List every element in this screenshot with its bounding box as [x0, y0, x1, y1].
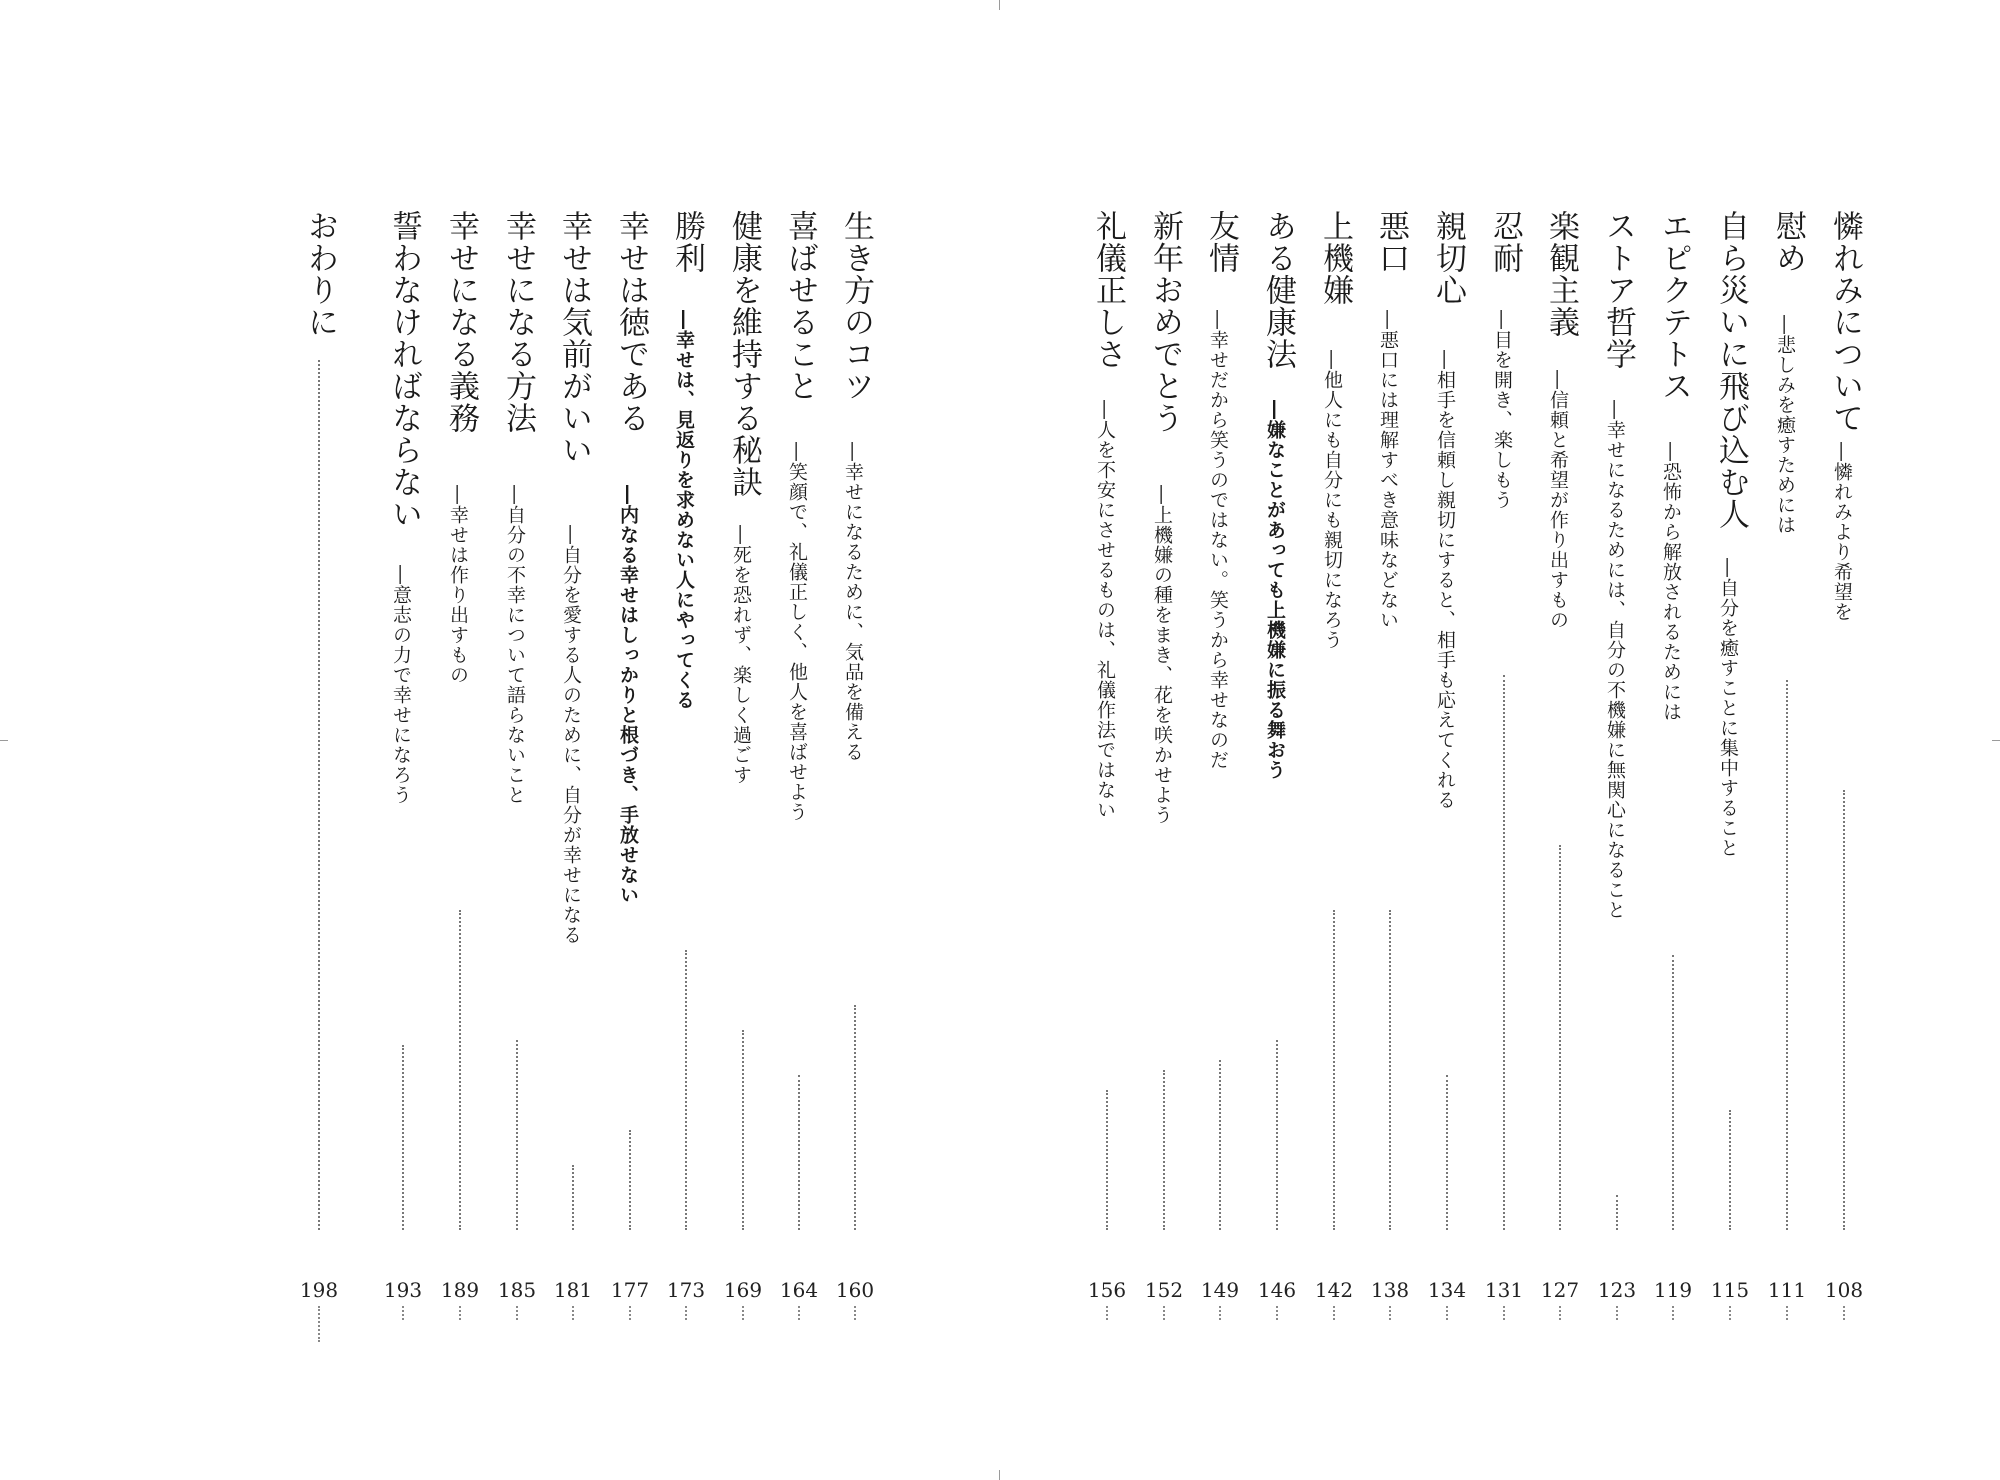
toc-title: 勝利 — [669, 210, 705, 274]
leader-dots — [572, 1165, 574, 1230]
toc-entry[interactable] — [1137, 210, 1191, 1300]
toc-entry[interactable] — [546, 210, 600, 1300]
leader-dots-end — [1729, 1306, 1731, 1320]
toc-title: 友情 — [1203, 210, 1239, 274]
leader-dots-end — [516, 1306, 518, 1320]
leader-dots — [742, 1030, 744, 1230]
leader-dots-end — [1446, 1306, 1448, 1320]
toc-entry[interactable] — [828, 210, 882, 1300]
toc-title: 礼儀正しさ — [1090, 210, 1126, 370]
toc-page-number: 164 — [779, 1278, 819, 1302]
toc-entry[interactable] — [1420, 210, 1474, 1300]
leader-dots — [318, 360, 320, 1230]
leader-dots — [1616, 1195, 1618, 1230]
crop-mark-bottom-center — [999, 1470, 1000, 1480]
toc-entry[interactable] — [490, 210, 544, 1300]
toc-subtitle: ―信頼と希望が作り出すもの — [1547, 370, 1569, 630]
toc-page-number: 193 — [383, 1278, 423, 1302]
toc-title: 幸せになる方法 — [500, 210, 536, 434]
leader-dots — [1729, 1110, 1731, 1230]
toc-title: ストア哲学 — [1600, 210, 1636, 370]
leader-dots — [1276, 1040, 1278, 1230]
leader-dots — [1106, 1090, 1108, 1230]
toc-page-number: 149 — [1200, 1278, 1240, 1302]
toc-page-number: 142 — [1314, 1278, 1354, 1302]
toc-subtitle: ―幸せになるために、気品を備える — [842, 442, 864, 762]
toc-subtitle: ―恐怖から解放されるためには — [1660, 442, 1682, 722]
toc-title: 幸せは徳である — [613, 210, 649, 434]
toc-subtitle: ―相手を信頼し親切にすると、相手も応えてくれる — [1434, 350, 1456, 810]
toc-page-number: 115 — [1710, 1278, 1750, 1302]
leader-dots-end — [685, 1306, 687, 1320]
leader-dots — [459, 910, 461, 1230]
toc-entry[interactable] — [1703, 210, 1757, 1300]
toc-entry[interactable] — [1533, 210, 1587, 1300]
toc-title: 上機嫌 — [1317, 210, 1353, 306]
toc-subtitle: ―幸せは、見返りを求めない人にやってくる — [673, 310, 695, 710]
toc-page-number: 111 — [1767, 1278, 1807, 1302]
toc-entry[interactable] — [1363, 210, 1417, 1300]
toc-entry[interactable] — [1817, 210, 1871, 1300]
toc-subtitle: ―悲しみを癒すためには — [1774, 315, 1796, 535]
toc-title: 新年おめでとう — [1147, 210, 1183, 434]
leader-dots — [798, 1075, 800, 1230]
toc-entry[interactable] — [1646, 210, 1700, 1300]
leader-dots-end — [854, 1306, 856, 1320]
toc-title: 自ら災いに飛び込む人 — [1713, 210, 1749, 530]
toc-entry[interactable] — [1760, 210, 1814, 1300]
toc-title: 忍耐 — [1487, 210, 1523, 274]
toc-title: 幸せになる義務 — [443, 210, 479, 434]
toc-title: 慰め — [1770, 210, 1806, 274]
toc-title: 誓わなければならない — [386, 210, 422, 530]
leader-dots-end — [1503, 1306, 1505, 1320]
leader-dots-end — [1843, 1306, 1845, 1320]
leader-dots — [1163, 1070, 1165, 1230]
leader-dots-end — [1786, 1306, 1788, 1320]
toc-title: ある健康法 — [1260, 210, 1296, 370]
toc-page-number: 146 — [1257, 1278, 1297, 1302]
leader-dots — [1219, 1060, 1221, 1230]
toc-subtitle: ―内なる幸せはしっかりと根づき、手放せない — [617, 485, 639, 905]
toc-entry[interactable] — [1250, 210, 1304, 1300]
toc-subtitle: ―憐れみより希望を — [1831, 442, 1853, 622]
leader-dots-end — [1559, 1306, 1561, 1320]
leader-dots — [1446, 1075, 1448, 1230]
toc-entry[interactable] — [772, 210, 826, 1300]
toc-subtitle: ―笑顔で、礼儀正しく、他人を喜ばせよう — [786, 442, 808, 822]
leader-dots-end — [798, 1306, 800, 1320]
toc-subtitle: ―幸せになるためには、自分の不機嫌に無関心になること — [1604, 400, 1626, 920]
toc-page-number: 127 — [1540, 1278, 1580, 1302]
leader-dots-end — [1276, 1306, 1278, 1320]
toc-page-number: 189 — [440, 1278, 480, 1302]
toc-page-number: 185 — [497, 1278, 537, 1302]
toc-page-number: 156 — [1087, 1278, 1127, 1302]
toc-title: 楽観主義 — [1543, 210, 1579, 338]
toc-entry[interactable] — [1590, 210, 1644, 1300]
toc-title: 生き方のコツ — [838, 210, 874, 402]
toc-page-number: 138 — [1370, 1278, 1410, 1302]
toc-entry[interactable] — [433, 210, 487, 1300]
toc-entry[interactable] — [603, 210, 657, 1300]
toc-title: 幸せは気前がいい — [556, 210, 592, 466]
toc-entry[interactable] — [659, 210, 713, 1300]
toc-subtitle: ―上機嫌の種をまき、花を咲かせよう — [1151, 485, 1173, 825]
toc-title: 悪口 — [1373, 210, 1409, 274]
toc-title: エピクテトス — [1656, 210, 1692, 402]
toc-title: 親切心 — [1430, 210, 1466, 306]
leader-dots-end — [572, 1306, 574, 1320]
toc-page-number: 108 — [1824, 1278, 1864, 1302]
leader-dots — [854, 1005, 856, 1230]
toc-entry[interactable] — [1193, 210, 1247, 1300]
leader-dots — [1333, 910, 1335, 1230]
leader-dots-end — [742, 1306, 744, 1320]
toc-entry[interactable] — [1477, 210, 1531, 1300]
leader-dots-end — [402, 1306, 404, 1320]
toc-subtitle: ―意志の力で幸せになろう — [390, 565, 412, 805]
leader-dots-end — [1616, 1306, 1618, 1320]
toc-title: おわりに — [302, 210, 338, 338]
leader-dots — [402, 1045, 404, 1230]
toc-page-number: 181 — [553, 1278, 593, 1302]
leader-dots — [1672, 955, 1674, 1230]
toc-subtitle: ―自分の不幸について語らないこと — [504, 485, 526, 805]
toc-page-number: 173 — [666, 1278, 706, 1302]
leader-dots — [1389, 910, 1391, 1230]
toc-subtitle: ―幸せだから笑うのではない。笑うから幸せなのだ — [1207, 310, 1229, 770]
toc-page-number: 123 — [1597, 1278, 1637, 1302]
toc-subtitle: ―悪口には理解すべき意味などない — [1377, 310, 1399, 630]
crop-mark-left-middle — [0, 740, 8, 741]
toc-title: 憐れみについて — [1827, 210, 1863, 434]
toc-page-number: 160 — [835, 1278, 875, 1302]
toc-subtitle: ―人を不安にさせるものは、礼儀作法ではない — [1094, 400, 1116, 820]
toc-subtitle: ―嫌なことがあっても上機嫌に振る舞おう — [1264, 400, 1286, 780]
toc-page-number: 152 — [1144, 1278, 1184, 1302]
toc-subtitle: ―目を開き、楽しもう — [1491, 310, 1513, 510]
leader-dots — [1786, 680, 1788, 1230]
leader-dots — [1843, 790, 1845, 1230]
toc-page-number: 177 — [610, 1278, 650, 1302]
toc-entry[interactable] — [1080, 210, 1134, 1300]
toc-title: 喜ばせること — [782, 210, 818, 402]
toc-entry[interactable] — [716, 210, 770, 1300]
toc-page-number: 198 — [299, 1278, 339, 1302]
leader-dots-end — [1333, 1306, 1335, 1320]
leader-dots-end — [1672, 1306, 1674, 1320]
leader-dots-end — [1163, 1306, 1165, 1320]
leader-dots-end — [459, 1306, 461, 1320]
leader-dots — [685, 950, 687, 1230]
toc-page-number: 134 — [1427, 1278, 1467, 1302]
leader-dots-end — [1219, 1306, 1221, 1320]
toc-subtitle: ―死を恐れず、楽しく過ごす — [730, 525, 752, 785]
toc-entry[interactable] — [376, 210, 430, 1300]
leader-dots-end — [1389, 1306, 1391, 1320]
toc-subtitle: ―幸せは作り出すもの — [447, 485, 469, 685]
leader-dots-end — [1106, 1306, 1108, 1320]
toc-page-number: 169 — [723, 1278, 763, 1302]
toc-title: 健康を維持する秘訣 — [726, 210, 762, 498]
toc-page-number: 119 — [1653, 1278, 1693, 1302]
leader-dots — [516, 1040, 518, 1230]
crop-mark-top-center — [999, 0, 1000, 10]
toc-entry[interactable] — [1307, 210, 1361, 1300]
leader-dots — [1503, 675, 1505, 1230]
crop-mark-right-middle — [1992, 740, 2000, 741]
toc-subtitle: ―自分を愛する人のために、自分が幸せになる — [560, 525, 582, 945]
leader-dots-end — [318, 1306, 320, 1342]
leader-dots — [1559, 845, 1561, 1230]
toc-subtitle: ―他人にも自分にも親切になろう — [1321, 350, 1343, 650]
leader-dots — [629, 1130, 631, 1230]
leader-dots-end — [629, 1306, 631, 1320]
toc-page-number: 131 — [1484, 1278, 1524, 1302]
toc-entry[interactable] — [292, 210, 346, 1300]
toc-subtitle: ―自分を癒すことに集中すること — [1717, 558, 1739, 858]
